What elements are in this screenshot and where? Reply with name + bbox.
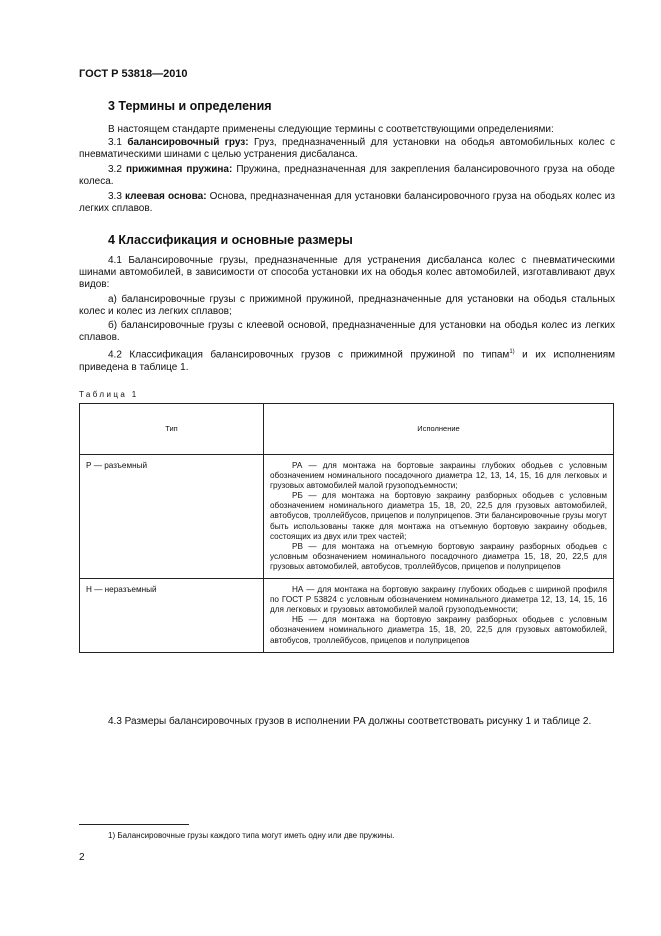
term-3-3-name: клеевая основа:: [125, 191, 207, 202]
execution-rb: РБ — для монтажа на бортовую закраину разборных ободьев с условным обозначением номинального диаметра 15, 18, 20, 22,5 для грузовых автомобилей, автобусов, троллейбусов, прицепов и полуприцепов. Эти балансировочные грузы могут быть использованы также для монтажа на отъемную бортовую закраину ободьев, состоящих из двух или трех частей;: [270, 491, 607, 541]
term-3-1-number: 3.1: [108, 137, 128, 148]
execution-rv: РВ — для монтажа на отъемную бортовую закраину разборных ободьев с условным обозначением номинального посадочного диаметра 15, 18, 20, 22,5 для грузовых автомобилей, автобусов, троллейбусов, прицепов и полуприцепов: [270, 541, 607, 571]
row-execution-r: [264, 455, 614, 579]
execution-ra: РА — для монтажа на бортовые закраины глубоких ободьев с условным обозначением номинального посадочного диаметра 12, 13, 14, 15, 16 для легковых и грузовых автомобилей малой грузоподъемности;: [270, 461, 607, 491]
para-4-2: [79, 346, 615, 374]
para-4-2-text: 4.2 Классификация балансировочных грузов с прижимной пружиной по типам: [108, 349, 510, 361]
term-3-1: [79, 137, 615, 161]
classification-table: [79, 403, 614, 653]
row-type-n: Н — неразъемный: [80, 579, 264, 653]
term-3-1-name: балансировочный груз:: [127, 137, 249, 148]
term-3-2-number: 3.2: [108, 164, 126, 175]
term-3-3-number: 3.3: [108, 191, 125, 202]
row-type-r: Р — разъемный: [80, 455, 264, 579]
term-3-3: [79, 191, 615, 215]
term-3-2-definition: Пружина, предназначенная для закрепления балансировочного груза на ободе колеса.: [79, 164, 615, 188]
standard-header: ГОСТ Р 53818—2010: [79, 68, 188, 80]
page-number: 2: [79, 852, 85, 863]
table-row: [80, 455, 614, 579]
header-execution: Исполнение: [264, 404, 614, 455]
table-header-row: [80, 404, 614, 455]
footnote: 1) Балансировочные грузы каждого типа могут иметь одну или две пружины.: [108, 831, 395, 840]
footnote-ref[interactable]: 1): [509, 349, 515, 355]
table-caption: Таблица 1: [79, 390, 139, 399]
para-4-1-b: б) балансировочные грузы с клеевой основой, предназначенные для установки на ободья колес из легких сплавов.: [79, 320, 615, 344]
table-row: [80, 579, 614, 653]
para-4-2-text-end: и их исполнениям приведена в таблице 1.: [79, 349, 615, 373]
footnote-divider: [79, 824, 189, 825]
section-3-heading: 3 Термины и определения: [108, 99, 272, 113]
execution-nb: НБ — для монтажа на бортовую закраину разборных ободьев с условным обозначением номинального диаметра 15, 18, 20, 22,5 для грузовых автомобилей, автобусов, троллейбусов, прицепов и полуприцепов: [270, 615, 607, 645]
term-3-2-name: прижимная пружина:: [125, 164, 233, 175]
section-3-intro: В настоящем стандарте применены следующие термины с соответствующими определениями:: [108, 124, 554, 135]
para-4-1-a: а) балансировочные грузы с прижимной пружиной, предназначенные для установки на ободья стальных колес и колес из легких сплавов;: [79, 294, 615, 318]
row-execution-n: [264, 579, 614, 653]
execution-na: НА — для монтажа на бортовую закраину глубоких ободьев с шириной профиля по ГОСТ Р 53824 с условным обозначением номинального диаметра 12, 13, 14, 15, 16 для легковых и грузовых автомобилей малой грузоподъемности;: [270, 585, 607, 615]
section-4-heading: 4 Классификация и основные размеры: [108, 233, 353, 247]
term-3-2: [79, 164, 615, 188]
para-4-1: 4.1 Балансировочные грузы, предназначенные для устранения дисбаланса колес с пневматическими шинами автомобилей, в зависимости от способа установки их на ободья колес автомобилей, изготавливают двух видов:: [79, 255, 615, 291]
header-type: Тип: [80, 404, 264, 455]
para-4-3: 4.3 Размеры балансировочных грузов в исполнении РА должны соответствовать рисунку 1 и таблице 2.: [108, 716, 592, 727]
term-3-3-definition: Основа, предназначенная для установки балансировочного груза на ободьях колес из легких сплавов.: [79, 191, 615, 215]
term-3-1-definition: Груз, предназначенный для установки на ободья автомобильных колес с пневматическими шинами с целью устранения дисбаланса.: [79, 137, 615, 161]
